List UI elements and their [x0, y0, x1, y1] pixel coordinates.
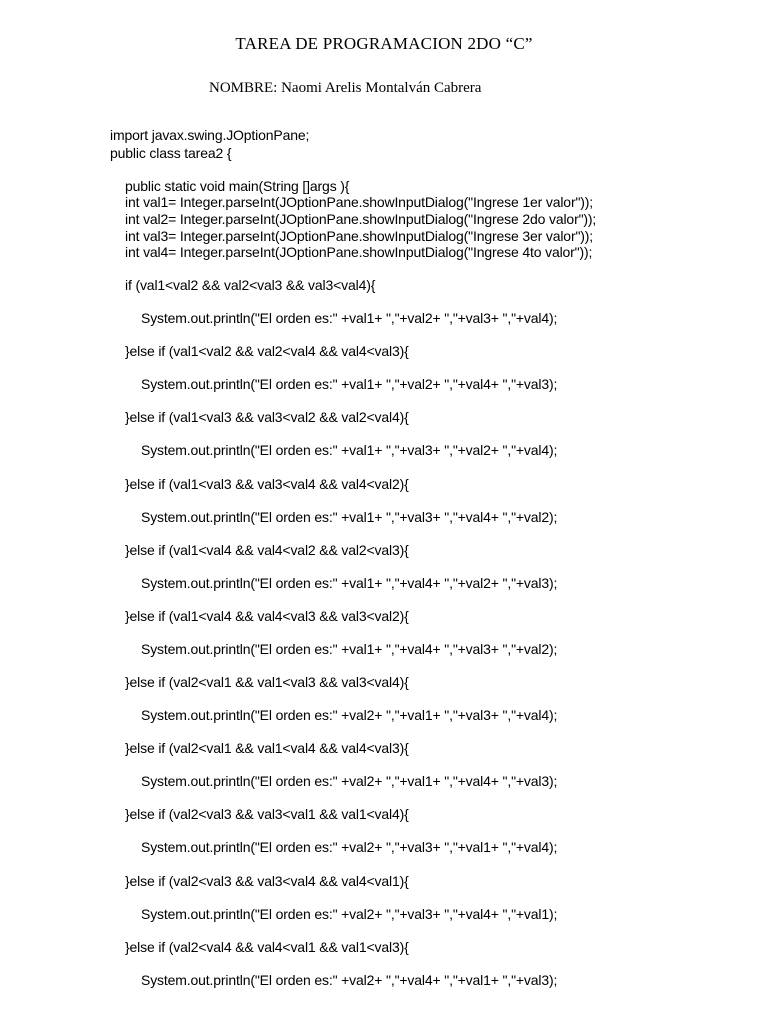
code-line-class-declaration: public class tarea2 { — [110, 145, 232, 161]
code-line-condition: }else if (val1<val3 && val3<val4 && val4<val2){ — [125, 476, 409, 492]
code-line-condition: }else if (val1<val4 && val4<val3 && val3<val2){ — [125, 608, 409, 624]
code-line-input-val2: int val2= Integer.parseInt(JOptionPane.showInputDialog("Ingrese 2do valor")); — [125, 211, 597, 227]
code-line-println: System.out.println("El orden es:" +val2+ ","+val3+ ","+val4+ ","+val1); — [141, 906, 558, 922]
code-line-condition: }else if (val2<val1 && val1<val3 && val3<val4){ — [125, 674, 409, 690]
code-line-condition: }else if (val1<val3 && val3<val2 && val2<val4){ — [125, 409, 409, 425]
code-line-condition: }else if (val1<val2 && val2<val4 && val4<val3){ — [125, 343, 409, 359]
code-line-println: System.out.println("El orden es:" +val1+ ","+val3+ ","+val2+ ","+val4); — [141, 442, 558, 458]
code-line-input-val4: int val4= Integer.parseInt(JOptionPane.showInputDialog("Ingrese 4to valor")); — [125, 244, 593, 260]
code-line-condition: }else if (val1<val4 && val4<val2 && val2<val3){ — [125, 542, 409, 558]
code-line-condition: }else if (val2<val3 && val3<val1 && val1<val4){ — [125, 806, 409, 822]
code-line-import: import javax.swing.JOptionPane; — [110, 127, 310, 143]
student-name-line: NOMBRE: Naomi Arelis Montalván Cabrera — [209, 80, 482, 96]
code-line-condition: if (val1<val2 && val2<val3 && val3<val4){ — [125, 277, 376, 293]
code-line-println: System.out.println("El orden es:" +val2+ ","+val4+ ","+val1+ ","+val3); — [141, 972, 558, 988]
code-line-input-val1: int val1= Integer.parseInt(JOptionPane.showInputDialog("Ingrese 1er valor")); — [125, 194, 594, 210]
code-line-println: System.out.println("El orden es:" +val2+ ","+val1+ ","+val3+ ","+val4); — [141, 707, 558, 723]
code-line-condition: }else if (val2<val1 && val1<val4 && val4<val3){ — [125, 740, 409, 756]
code-line-println: System.out.println("El orden es:" +val1+ ","+val2+ ","+val3+ ","+val4); — [141, 310, 558, 326]
code-line-println: System.out.println("El orden es:" +val1+ ","+val3+ ","+val4+ ","+val2); — [141, 509, 558, 525]
code-line-println: System.out.println("El orden es:" +val1+ ","+val4+ ","+val3+ ","+val2); — [141, 641, 558, 657]
code-line-println: System.out.println("El orden es:" +val1+ ","+val2+ ","+val4+ ","+val3); — [141, 376, 558, 392]
code-line-println: System.out.println("El orden es:" +val1+ ","+val4+ ","+val2+ ","+val3); — [141, 575, 558, 591]
code-line-input-val3: int val3= Integer.parseInt(JOptionPane.showInputDialog("Ingrese 3er valor")); — [125, 228, 594, 244]
code-line-println: System.out.println("El orden es:" +val2+ ","+val1+ ","+val4+ ","+val3); — [141, 773, 558, 789]
code-line-condition: }else if (val2<val3 && val3<val4 && val4<val1){ — [125, 873, 409, 889]
code-line-println: System.out.println("El orden es:" +val2+ ","+val3+ ","+val1+ ","+val4); — [141, 839, 558, 855]
code-line-condition: }else if (val2<val4 && val4<val1 && val1<val3){ — [125, 939, 409, 955]
code-line-main-method: public static void main(String []args ){ — [125, 178, 350, 194]
document-title: TAREA DE PROGRAMACION 2DO “C” — [235, 34, 533, 53]
